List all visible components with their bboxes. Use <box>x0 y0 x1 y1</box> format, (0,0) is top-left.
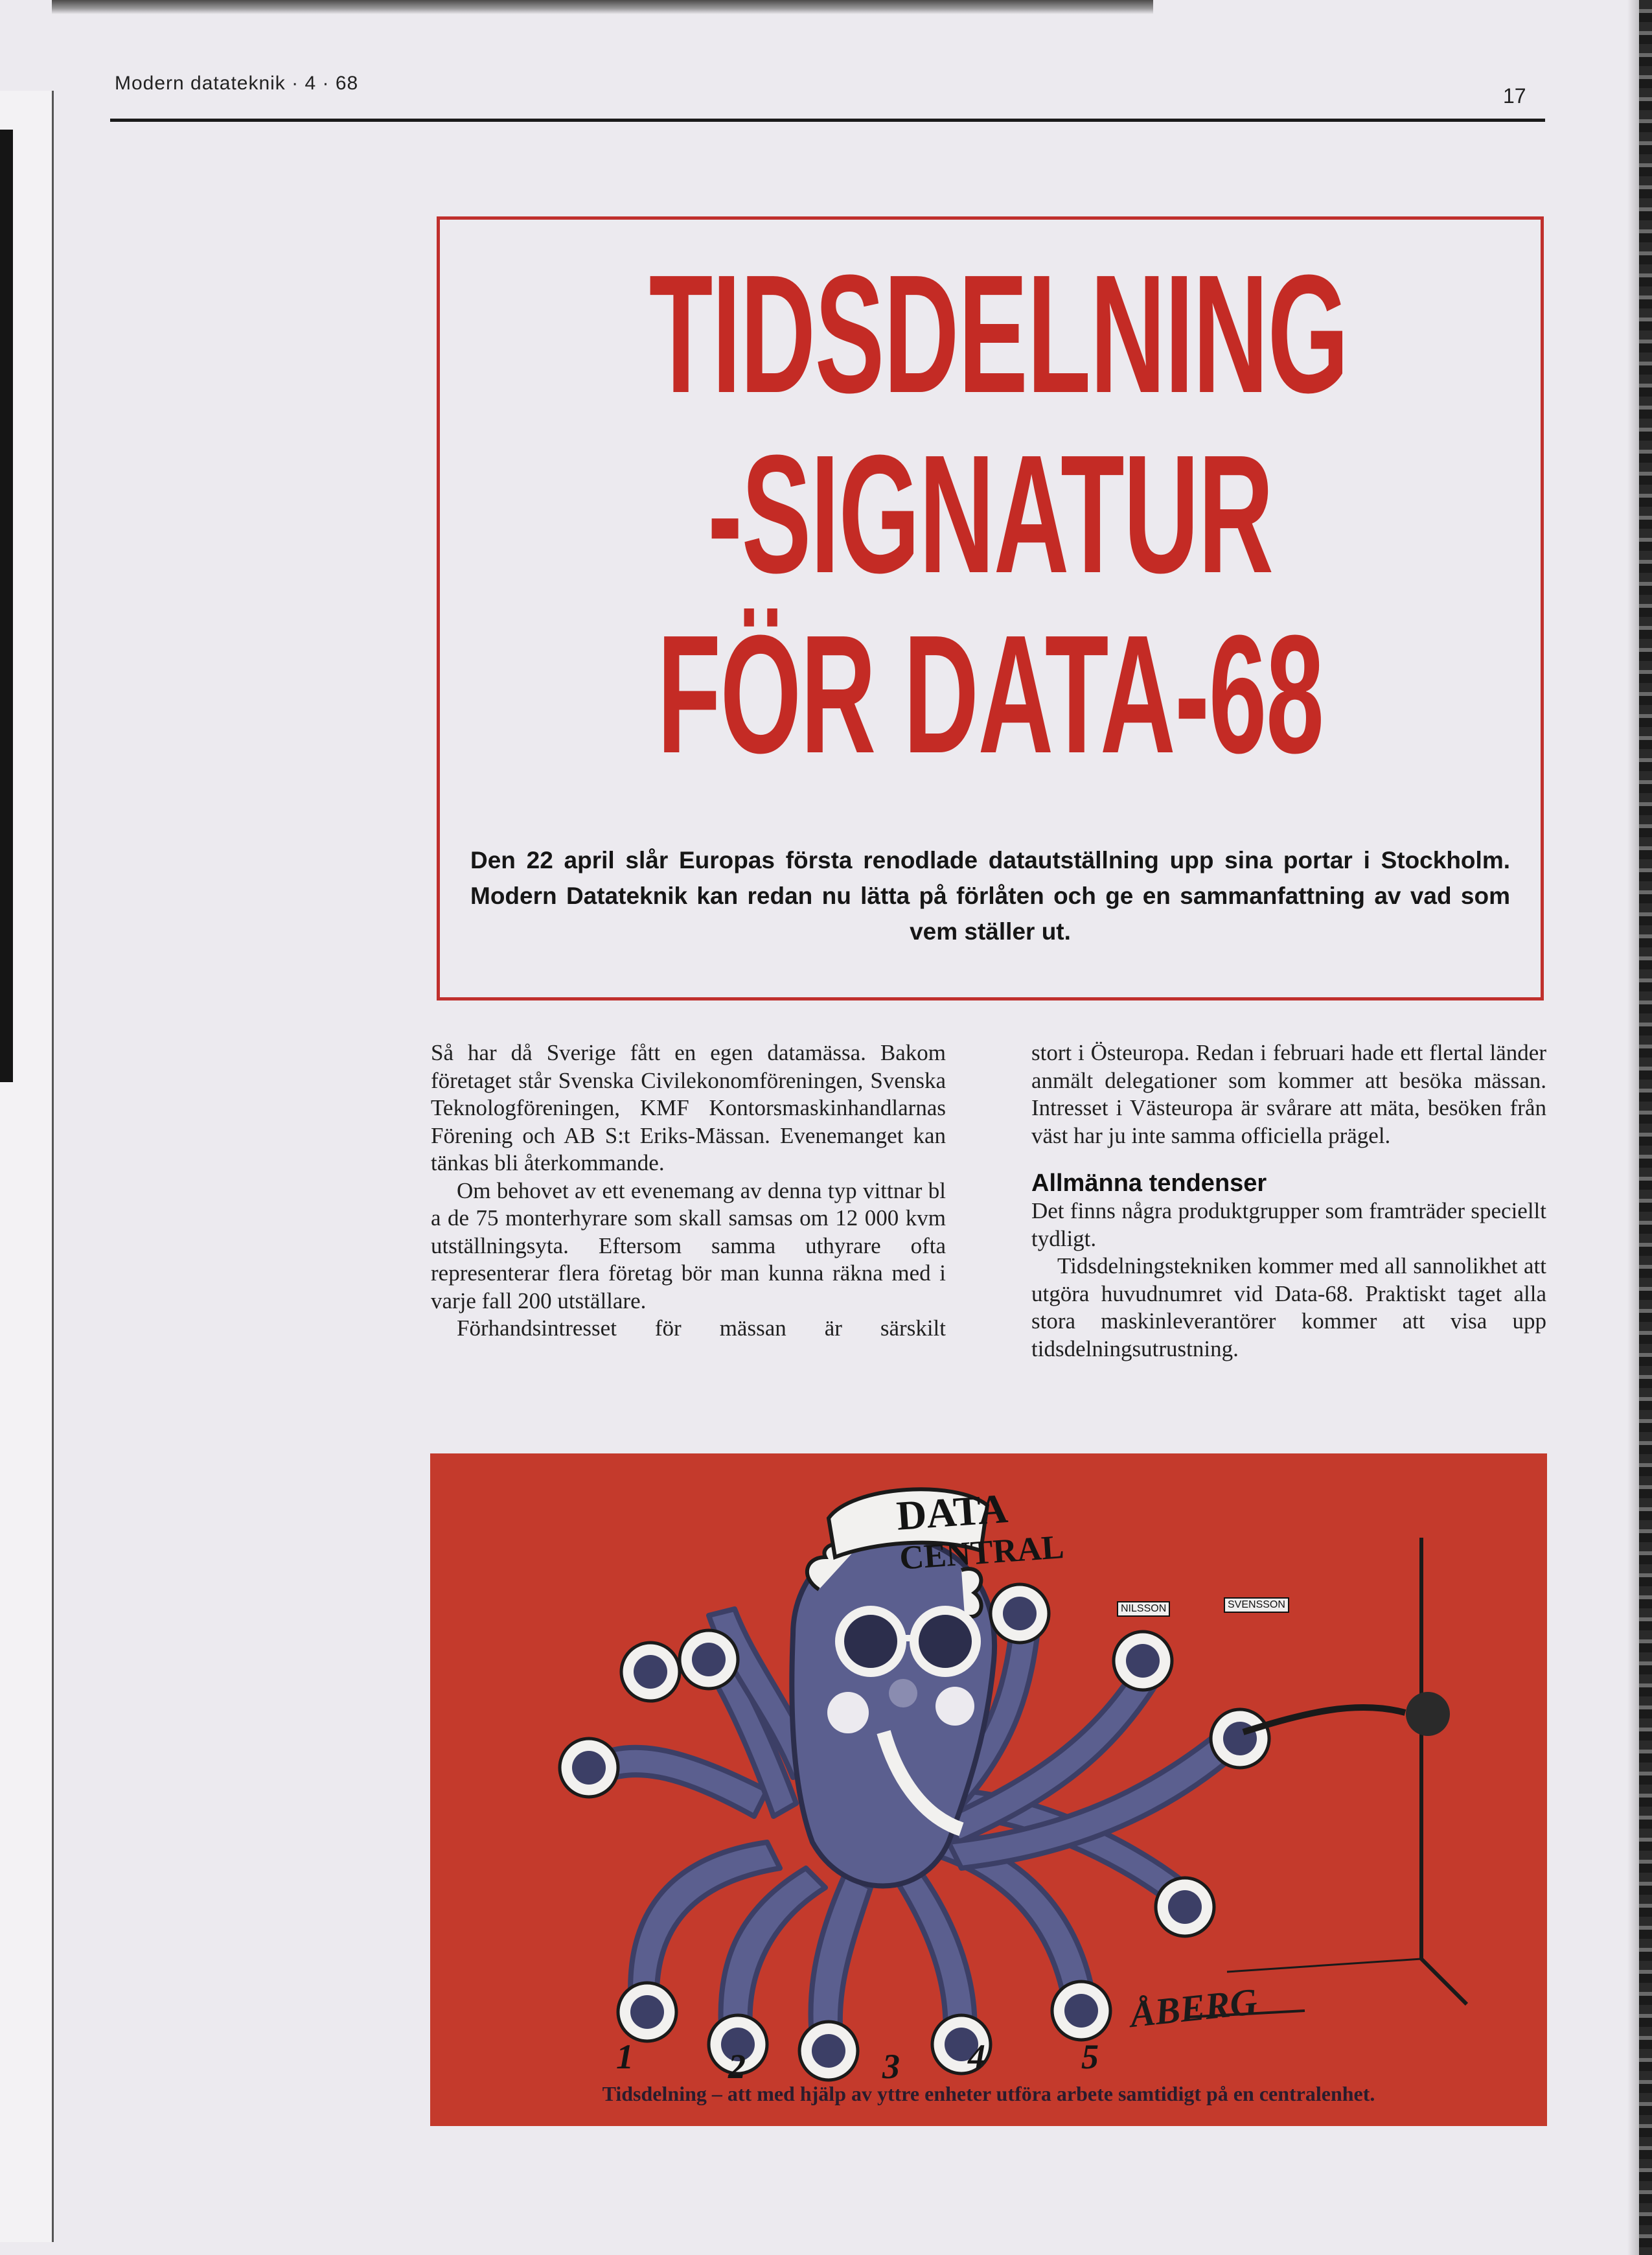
subheading: Allmänna tendenser <box>1031 1170 1267 1197</box>
header-rule <box>110 119 1545 122</box>
terminal-number: 2 <box>728 2047 746 2086</box>
page-number: 17 <box>1503 84 1526 108</box>
terminal-number: 5 <box>1081 2037 1099 2076</box>
artist-signature: ÅBERG <box>1128 1980 1259 2036</box>
terminal-number: 3 <box>882 2047 900 2086</box>
hat-lettering <box>895 1483 1066 1580</box>
headline-line-1: TIDSDELNING <box>648 240 1348 428</box>
octopus-illustration <box>430 1453 1547 2126</box>
body-paragraph: Om behovet av ett evenemang av denna typ vittnar bl a de 75 monterhyrare som skall samsas om 12 000 kvm utställningsyta. Eftersom samma uthyrare ofta representerar flera företag bör man kunna räkna med i varje fall 200 utställare. <box>431 1177 946 1313</box>
lead-wrap <box>437 842 1544 949</box>
article-column-left <box>431 1039 946 1343</box>
article-column-right <box>1031 1039 1546 1363</box>
headline <box>648 240 1348 789</box>
terminal-number: 4 <box>968 2037 985 2076</box>
body-paragraph: Förhandsintresset för mässan är särskilt <box>457 1315 946 1341</box>
spine-binding <box>1639 0 1652 2255</box>
body-paragraph: Tidsdelningstekniken kommer med all sannolikhet att utgöra huvudnumret vid Data-68. Praktiskt taget alla stora maskinleverantörer kommer att visa upp tidsdelningsutrustning. <box>1031 1253 1546 1361</box>
terminal-number: 1 <box>616 2037 634 2076</box>
hat-line-2: CENTRAL <box>898 1529 1066 1577</box>
illustration-caption: Tidsdelning – att med hjälp av yttre enheter utföra arbete samtidigt på en centralenhet. <box>602 2082 1375 2105</box>
hat-line-1: DATA <box>895 1485 1009 1539</box>
top-fold-shadow <box>52 0 1153 14</box>
body-paragraph: Så har då Sverige fått en egen datamässa. Bakom företaget står Svenska Civilekonomföreningen, Svenska Teknologföreningen, KMF Kontorsmaskinhandlarnas Förening och AB S:t Eriks-Mässan. Evenemanget kan tänkas bli återkommande. <box>431 1040 946 1175</box>
headline-line-2: -SIGNATUR <box>707 421 1273 608</box>
running-head: Modern datateknik · 4 · 68 <box>115 73 359 94</box>
body-paragraph: stort i Östeuropa. Redan i februari hade ett flertal länder anmält delegationer som kommer att besöka mässan. Intresset i Västeuropa är svårare att mäta, besöken från väst har ju inte samma officiella prägel. <box>1031 1040 1546 1148</box>
terminal-tag: NILSSON <box>1117 1601 1170 1617</box>
binding-shadow <box>1627 0 1639 2255</box>
headline-line-3: FÖR DATA-68 <box>657 601 1324 789</box>
previous-page-dark-strip <box>0 130 13 1082</box>
body-paragraph: Det finns några produktgrupper som framträder speciellt tydligt. <box>1031 1198 1546 1251</box>
terminal-tag: SVENSSON <box>1224 1597 1289 1613</box>
lead-paragraph: Den 22 april slår Europas första renodlade datautställning upp sina portar i Stockholm. Modern Datateknik kan redan nu lätta på förlåten och ge en sammanfattning av vad som vem ställer ut. <box>470 847 1510 945</box>
